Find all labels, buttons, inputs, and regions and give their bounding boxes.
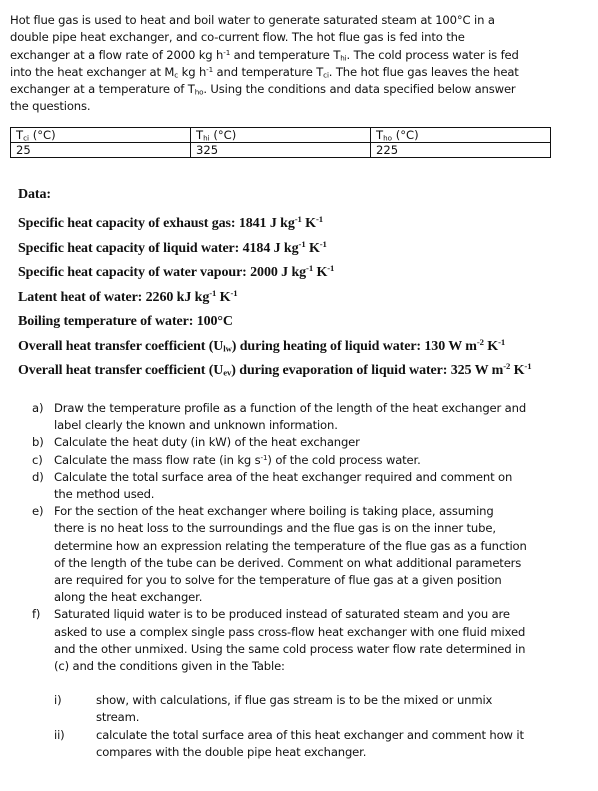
question-f: f) Saturated liquid water is to be produced instead of saturated steam and you are asked to use a complex single pass cross-flow heat exchanger with one fluid mixed and the other unmixed. Using the same cold process water flow rate determined in (c) and the conditions given in the Table:: [32, 607, 526, 674]
question-marker: a): [32, 401, 44, 415]
value-cell-tho: 225: [371, 143, 551, 158]
question-f-ii: ii) calculate the total surface area of this heat exchanger and comment how it compares with the double pipe heat exchanger.: [54, 727, 524, 759]
intro-line: Hot flue gas is used to heat and boil water to generate saturated steam at 100°C in a: [10, 13, 495, 27]
conditions-table: [10, 127, 551, 158]
question-e: e) For the section of the heat exchanger where boiling is taking place, assuming there is no heat loss to the surroundings and the flue gas is on the inner tube, determine how an expression relating the temperature of the flue gas as a function of the length of the tube can be derived. Comment on what additional parameters are required for you to solve for the temperature of flue gas at a given position along the heat exchanger.: [32, 504, 527, 605]
question-marker: i): [54, 693, 62, 708]
data-heading: Data:: [18, 187, 51, 202]
question-list: [30, 400, 560, 761]
question-f-i: i) show, with calculations, if flue gas stream is to be the mixed or unmix stream.: [54, 693, 493, 725]
question-a: a) Draw the temperature profile as a function of the length of the heat exchanger and label clearly the known and unknown information.: [32, 401, 527, 433]
intro-line: exchanger at a flow rate of 2000 kg $h^{-1}$ and temperature $T_{hi}$. The cold process water is fed: [10, 47, 519, 63]
question-marker: e): [32, 504, 44, 519]
question-b: b) Calculate the heat duty (in kW) of the heat exchanger: [30, 434, 560, 451]
problem-statement: [10, 12, 550, 116]
data-section: [18, 186, 578, 384]
value-cell-tci: 25: [11, 143, 191, 158]
header-cell-thi: $T_{hi}$ (°C): [191, 128, 371, 143]
intro-line: double pipe heat exchanger, and co-current flow. The hot flue gas is fed into the: [10, 30, 465, 45]
intro-line: exchanger at a temperature of $T_{ho}$. Using the conditions and data specified below answer: [10, 82, 516, 97]
value-cell-thi: 325: [191, 143, 371, 158]
spacer: [30, 675, 560, 692]
intro-line: into the heat exchanger at $M_c$ kg $h^{-1}$ and temperature $T_{ci}$. The hot flue gas leaves the heat: [10, 64, 519, 80]
header-cell-tci: $T_{ci}$ (°C): [11, 128, 191, 143]
data-row-u-liquid: Overall heat transfer coefficient $(U_{lw})$ during heating of liquid water: 130 W $m^{-2}$ $K^{-1}$: [18, 336, 506, 354]
question-marker: ii): [54, 727, 65, 742]
question-marker: f): [32, 607, 41, 622]
question-marker: c): [32, 452, 43, 467]
table-row: [11, 143, 551, 158]
header-cell-tho: $T_{ho}$ (°C): [371, 128, 551, 143]
table-header-row: [11, 128, 551, 143]
data-row-cp-liquid: Specific heat capacity of liquid water: 4184 J $kg^{-1}$ $K^{-1}$: [18, 238, 327, 256]
data-row-boiling-temp: Boiling temperature of water: 100°C: [18, 314, 233, 329]
data-row-cp-vapour: Specific heat capacity of water vapour: 2000 J $kg^{-1}$ $K^{-1}$: [18, 263, 335, 280]
data-row-cp-gas: Specific heat capacity of exhaust gas: 1841 J $kg^{-1}$ $K^{-1}$: [18, 214, 324, 231]
data-row-latent-heat: Latent heat of water: 2260 kJ $kg^{-1}$ $K^{-1}$: [18, 287, 238, 305]
data-row-u-evaporation: Overall heat transfer coefficient $(U_{ev})$ during evaporation of liquid water: 325 W $m^{-2}$ $K^{-1}$: [18, 361, 532, 378]
question-d: d) Calculate the total surface area of the heat exchanger required and comment on the method used.: [32, 469, 513, 502]
intro-line: the questions.: [10, 99, 91, 114]
question-marker: d): [32, 469, 44, 484]
question-c: c) Calculate the mass flow rate (in kg $s^{-1}$) of the cold process water.: [30, 452, 560, 469]
question-marker: b): [32, 435, 44, 450]
